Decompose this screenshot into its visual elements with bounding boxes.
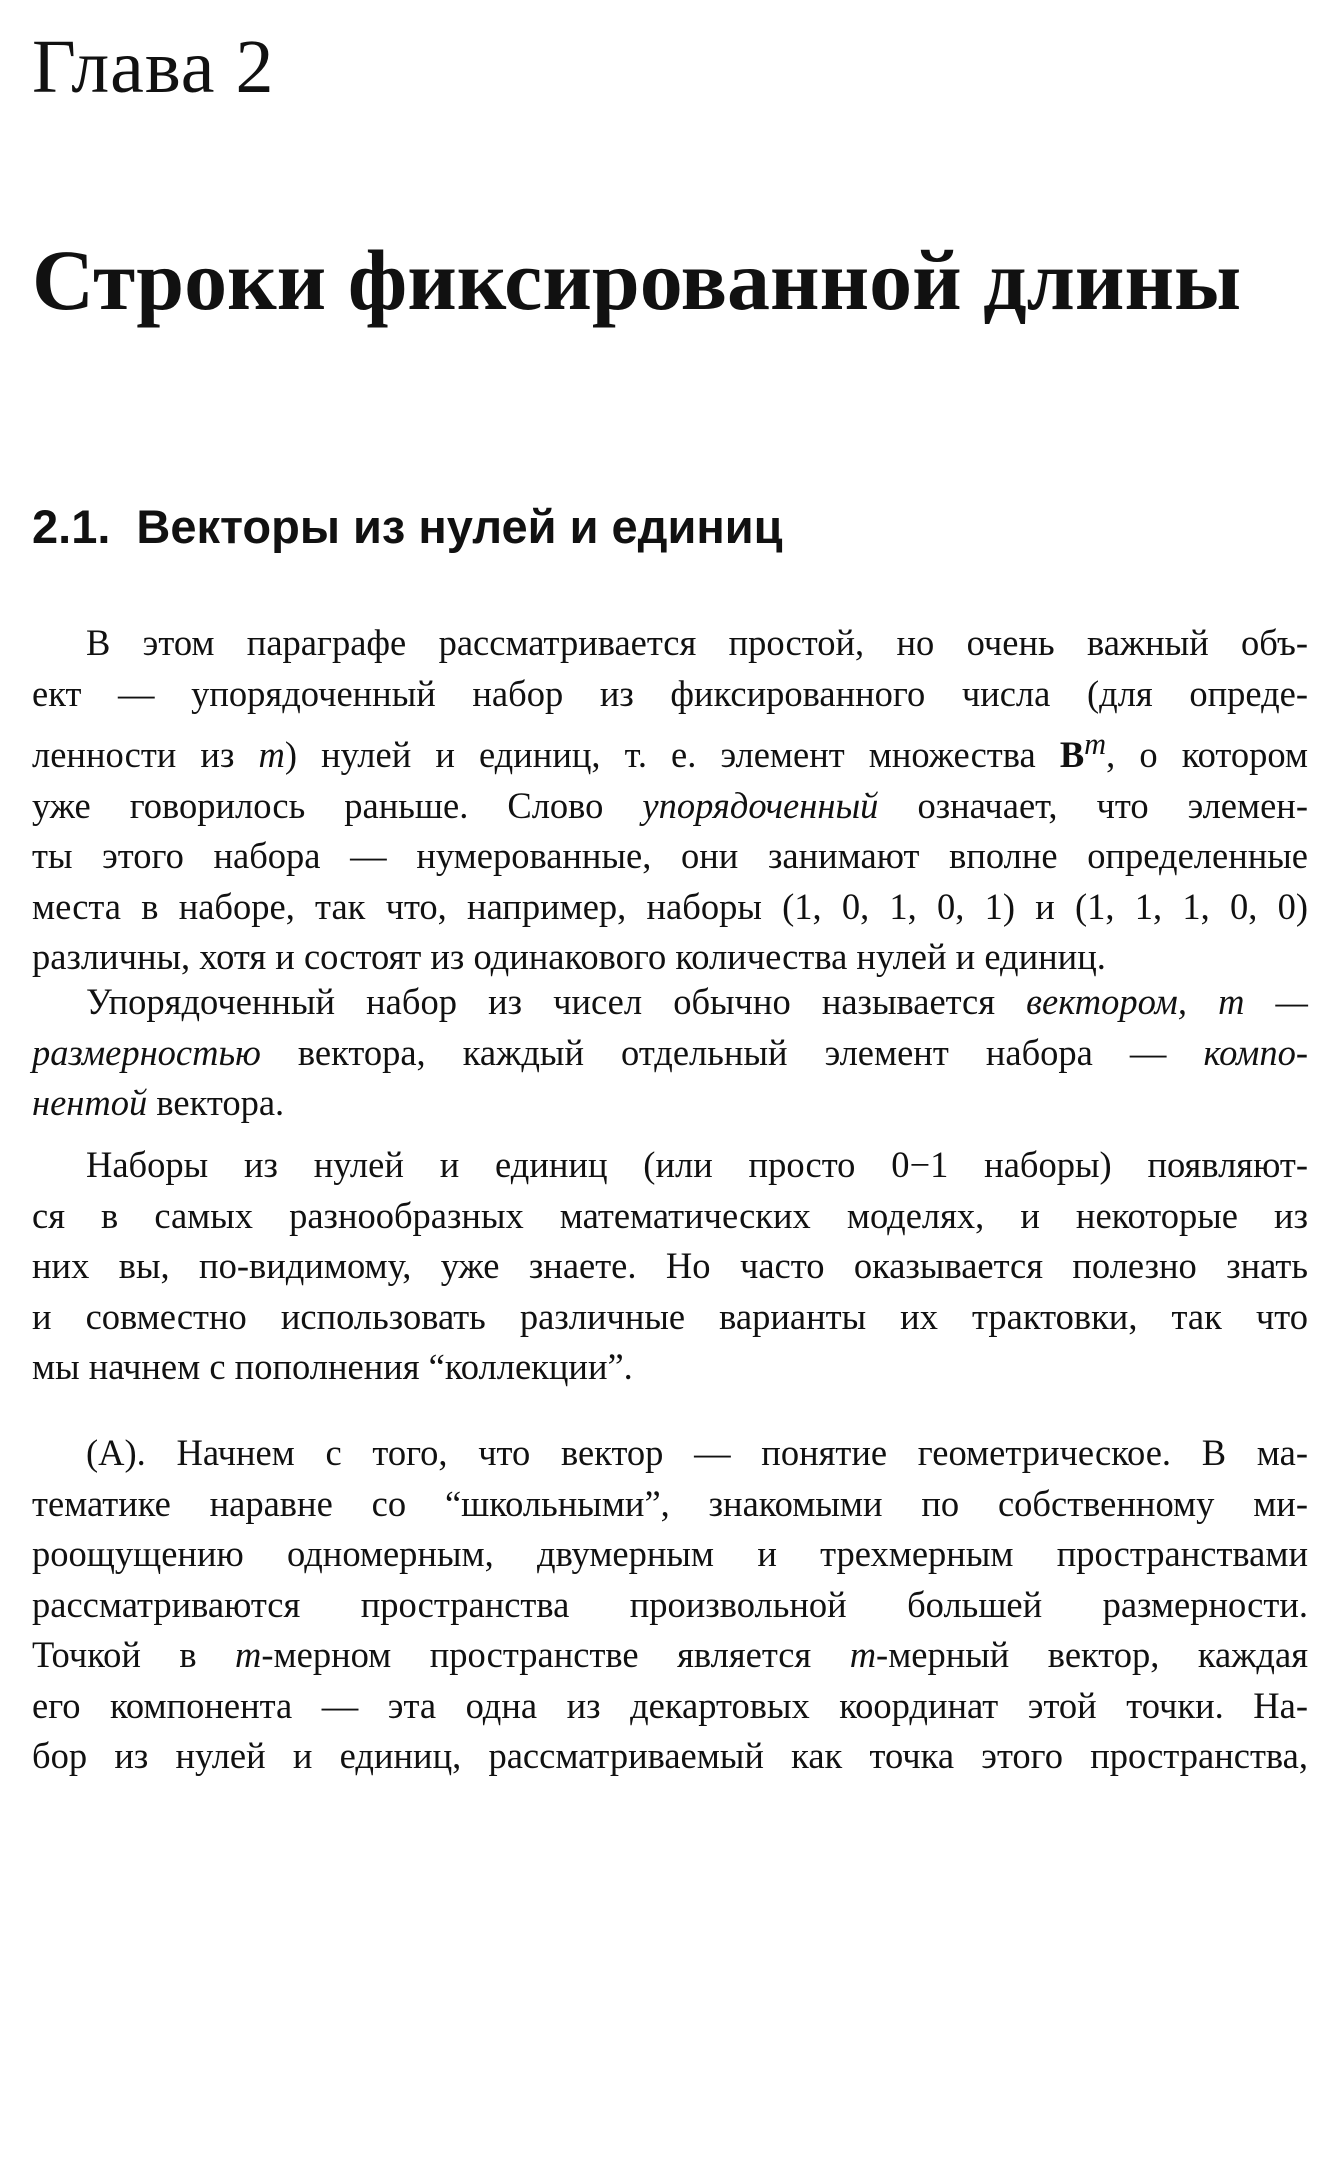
- text-line: его компонента — эта одна из декартовых координат этой точки. На-: [32, 1684, 1308, 1726]
- text-line: В этом параграфе рассматривается простой, но очень важный объ-: [86, 622, 1308, 663]
- math-m: m: [258, 734, 285, 776]
- section-heading: [32, 497, 783, 557]
- text-line: нентой вектора.: [32, 1082, 285, 1123]
- text-line: тематике наравне со “школьными”, знакомыми по собственному ми-: [32, 1482, 1308, 1524]
- chapter-title: Строки фиксированной длины: [32, 232, 1242, 328]
- math-m: m: [235, 1634, 262, 1675]
- emphasis-term: упорядоченный: [642, 784, 879, 826]
- math-set-b: B: [1059, 734, 1085, 776]
- text-line: (A). Начнем с того, что вектор — понятие геометрическое. В ма-: [86, 1432, 1308, 1473]
- text-line: мы начнем с пополнения “коллекции”.: [32, 1346, 633, 1387]
- emphasis-term: компо-: [1203, 1031, 1308, 1073]
- text-line: Упорядоченный набор из чисел обычно называется вектором, m —: [86, 981, 1309, 1022]
- text-line: бор из нулей и единиц, рассматриваемый как точка этого пространства,: [32, 1735, 1308, 1776]
- text-line: ект — упорядоченный набор из фиксированного числа (для опреде-: [32, 672, 1308, 714]
- paragraph-1: [32, 618, 1308, 983]
- text-line: Наборы из нулей и единиц (или просто 0−1 наборы) появляют-: [86, 1144, 1308, 1185]
- text-line: них вы, по-видимому, уже знаете. Но часто оказывается полезно знать: [32, 1245, 1308, 1286]
- paragraph-4: [32, 1428, 1308, 1782]
- text-line: роощущению одномерным, двумерным и трехмерным пространствами: [32, 1533, 1308, 1574]
- section-title: Векторы из нулей и единиц: [136, 500, 783, 553]
- text-line: ся в самых разнообразных математических моделях, и некоторые из: [32, 1194, 1308, 1236]
- text-line: ты этого набора — нумерованные, они занимают вполне определенные: [32, 835, 1308, 877]
- paragraph-2: [32, 977, 1308, 1129]
- text-line: размерностью вектора, каждый отдельный элемент набора — компо-: [32, 1031, 1308, 1073]
- emphasis-term: вектором, m —: [1026, 981, 1309, 1022]
- text-line: различны, хотя и состоят из одинакового количества нулей и единиц.: [32, 936, 1106, 978]
- text-line: и совместно использовать различные варианты их трактовки, так что: [32, 1295, 1308, 1337]
- text-line: Точкой в m-мерном пространстве является m-мерный вектор, каждая: [32, 1634, 1308, 1675]
- text-line: рассматриваются пространства произвольной большей размерности.: [32, 1583, 1308, 1625]
- emphasis-term: нентой: [32, 1082, 148, 1123]
- math-m: m: [849, 1634, 877, 1675]
- section-number: 2.1.: [32, 500, 111, 553]
- emphasis-term: размерностью: [32, 1031, 261, 1073]
- chapter-label: Глава 2: [32, 25, 275, 109]
- text-line: ленности из m) нулей и единиц, т. е. элемент множества $B^m$, о котором: [32, 727, 1308, 776]
- text-line: уже говорилось раньше. Слово упорядоченный означает, что элемен-: [32, 784, 1308, 826]
- text-line: места в наборе, так что, например, наборы (1, 0, 1, 0, 1) и (1, 1, 1, 0, 0): [32, 885, 1308, 927]
- paragraph-3: [32, 1140, 1308, 1393]
